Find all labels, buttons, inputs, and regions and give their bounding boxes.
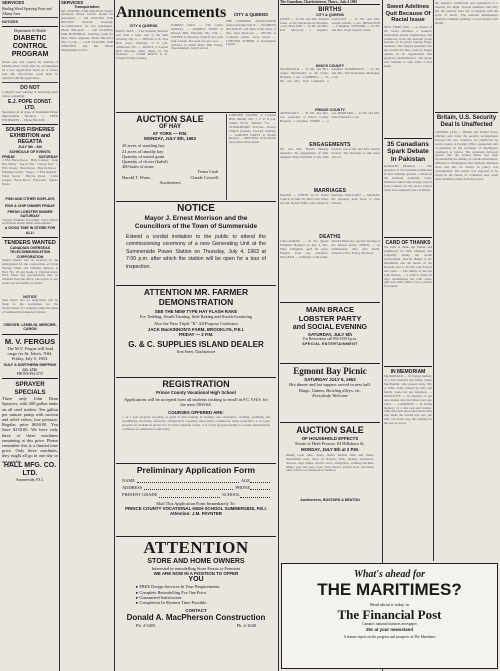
marriages-body: BAKER — WHITE: At St. Paul's Church on June 29, Miss Joan White and Mr. Robert Baker were united in marriage. HOLLAND — MacKAY: the marriage took place at Zion Church. (280, 193, 380, 205)
column-3 (116, 0, 276, 671)
lobster-party-ad (280, 305, 380, 361)
births-city-queens: CITY & QUEENS (316, 13, 344, 18)
special-entertainment: SPECIAL ENTERTAINMENT (302, 341, 358, 346)
farmer-ad (116, 287, 276, 375)
masthead: The Guardian, Charlottetown, Thurs., July 4 1963 (280, 0, 380, 5)
store-owners: STORE AND HOME OWNERS (147, 558, 245, 565)
store-list-item: ▸ Completion In Shortest Time Possible. (136, 600, 208, 606)
auction-item: 400 bales of straw (122, 164, 155, 170)
gulf-phone: PHONE 894-4737 (16, 371, 44, 376)
courses-list: 1. A 1 year program on-going of grade 9 with training in drafting, auto mechanics, welding, plumbing and steamfitting, electricity, electronic, refrigeration, carpentry, sheet metal, commercial, home economics. 2. A 2 year program for students in grades 9 to 12 with a diploma course. 3. A 3 year program leading to a senior matriculation certificate for admission to university. (122, 414, 270, 431)
store-we: WE ARE NOW IN A POSITION TO OFFER (153, 571, 239, 577)
read-about: Read about it today in (370, 602, 409, 607)
announcements-body-right: THE FARMERS ASSOCIATION annual meeting July 8. — WOMEN'S INSTITUTE will meet at the home of Mrs. Jean MacLean. — PICNIC at Cornwall, games, races, lunch. — LOBSTER SUPPER at Kensington Legion. (226, 19, 276, 47)
hall-mfg: HALL MFG. CO. LTD. (3, 462, 57, 478)
gulf-shipping: GULF & NORTHERN SHIPPING CO. LTD. (3, 363, 57, 372)
auction-hay-where: AT YORK — P.M. (152, 131, 188, 136)
fp-sub: Canada's national business newspaper (362, 622, 417, 627)
schedule-heading: SCHEDULE OF EVENTS (9, 149, 51, 154)
auction2-of: OF HOUSEHOLD EFFECTS (301, 436, 359, 442)
souris-title: SOURIS FISHERIES EXHIBITION and REGATTA (5, 127, 55, 146)
on-sale: 25c at your newsstand (365, 626, 414, 632)
mackinnon-farm: JACK MacKINNON'S FARM, BROOKLYN, P.E.I. (147, 326, 245, 332)
mayor-notice-title: NOTICE (177, 203, 215, 214)
auction-terms: Terms Cash (197, 169, 218, 175)
births-heading: BIRTHS (318, 7, 342, 14)
pakistan-title: 35 Canadians Spark Debate In Pakistan (387, 140, 429, 163)
pope-construction: E.J. POPE CONST. LTD. (8, 98, 52, 111)
farmer-for: For Tedding, Swath Turning, Side Raking and Swath-Scattering (139, 314, 253, 320)
column-7 (384, 0, 432, 560)
auction-hay-title: AUCTION SALE (136, 114, 204, 124)
lobster-sub: For Reservation call 892-1659 6 p.m. (303, 337, 357, 342)
registration-body: Applications will be accepted from all students wishing to enroll in P.C.V.H.S. for the term 1963-64. (124, 397, 268, 408)
deaths-body: CALLAGHAN — In the Queen Elizabeth Hospital on July 3, Mrs. Mary Callaghan, aged 82 years. Funeral from the residence. MacLEAN — Suddenly at his home, Donald MacLean, aged 64. Resting at the funeral home. SMITH — At Summerside, Mrs. Ada Smith. Funeral service Friday afternoon. (280, 239, 380, 259)
fergus-body: The M.V. Fergus will load cargo for St. John's, Nfld. Friday, July 5, 1963. (6, 345, 54, 362)
egmont-title: Egmont Bay Picnic (293, 366, 367, 377)
everybody-welcome: Everybody Welcome (312, 392, 348, 398)
do-not-heading: DO NOT (20, 84, 40, 91)
britain-title: Britain, U.S. Security Deal Is Unaffected (436, 115, 497, 128)
col1-services-header: SERVICES (2, 0, 25, 5)
farmer-title: ATTENTION MR. FARMER (143, 287, 249, 297)
births-prince: PRINCE COUNTY (315, 107, 345, 112)
births-body-1: JONES — To Mr. and Mrs. Donald Jones, at the Charlottetown Hospital, a son. MacLEOD — To Mr. and Mrs. Earl MacLeod, a daughter. GALLANT — To Mr. and Mrs. Joseph Gallant, a son. BRYANTON — a daughter. STEWART — To Mr. and Mrs. Lloyd Stewart, twins. (280, 16, 380, 33)
auction2-date: MONDAY, JULY 8th at 2 P.M. (300, 446, 360, 452)
ferris-wheel: "Wayne Williams Travelling" Ferris Wheel and Kiddie Rides! Other Amusements! (2, 217, 58, 226)
phone-label: PHONE (235, 485, 250, 491)
transportation-label: Transportation (74, 5, 100, 10)
fish-fry: FISH & CHIP DINNER FRIDAY (4, 203, 56, 208)
notice-body: Take notice that an application will be made to the Legislature for the incorporation of a company under the name of Summerside Industries Limited. (2, 298, 58, 314)
in-memoriam-body: MacDONALD — In loving memory of a dear husband and father, James MacDonald, who passed away July 4, 1960. Sadly missed by wife and family. Gone but not forgotten. — DOUCETTE — In memory of our dear mother who died three years ago today. — CAMERON — In loving memory of a dear son and brother. Time may heal the broken heart, time may make the wound less sore, but time can never stop the longing for the one we loved. (384, 374, 432, 426)
good-time: A GOOD TIME IN STORE FOR ALL! (4, 226, 56, 235)
egmont-games: Bingo, Games, Bowling alleys, etc. (298, 387, 362, 393)
auctioneer-2: Claude Crowell (190, 174, 218, 180)
tenders-body: Sealed tenders will be received by the undersigned for the construction of Cable Storage Tanks and building annexes at Hwy No. 18 and Route 4, Charlottetown, P.E.I. Plans and specifications may be obtained from the office. The lowest or any tender not necessarily accepted. (2, 257, 58, 286)
births-body-3: ARSENAULT — To Mr. and Mrs. Leo Arsenault, at Prince County Hospital, a daughter. PERRY — a son. BERNARD — To Mr. and Mrs. Albert Bernard, a son. (280, 111, 380, 123)
friday-time: FRIDAY — 2 P.M. (178, 331, 214, 337)
diabetic-body: Please note that request for renewal of Identification Cards must be accompanied by a new Application Form on or before July 6th. Out-of-date cards must be returned with the application. (2, 60, 58, 81)
registration-ad (116, 379, 276, 463)
column-8 (435, 0, 498, 560)
donald-phone-2: Ph. 2-1048 (236, 623, 256, 629)
gs-supplies: G. & C. SUPPLIES ISLAND DEALER (128, 340, 264, 350)
in-memoriam: IN MEMORIAM (390, 369, 426, 376)
auction2-list: Dining room suite, chairs, buffet, kitchen table and chairs, chesterfield suite, chest of drawers, beds, springs, mattresses, dressers, rugs, lamps, electric stove, refrigerator, washing machine, dishes, pots and pans, tools, lawn mower, garden tools, and many other articles too numerous to mention. (286, 452, 374, 473)
marriages-heading: MARRIAGES (313, 188, 347, 195)
feature-report: A feature report on the progress and prospects in The Maritimes (343, 634, 436, 639)
col8-story-top: the chapter's withdrawal was announced at a meeting last night. Several members said they felt the barriers were out of keeping with the spirit of music. The national headquarters declined comment pending a board review next month. (435, 1, 498, 25)
card-of-thanks-body: We wish to thank our friends and neighbours for their kindness and sympathy during our recent bereavement. Special thanks to Dr. MacMillan and the nurses of the hospital, and to all who sent flowers and cards. — The family of the late John Beaton. — I wish to thank all who remembered me with cards, gifts and visits while I was a patient in hospital. (384, 245, 432, 289)
attention-principal: Attention: J.M. PAYNTER (170, 511, 222, 517)
pope-sub: Specialists in all types of Permanent Home Improvement Products — FREE ESTIMATES — Phone 892-3452 (2, 109, 58, 122)
store-body: Interested in remodelling Store Fronts or Premises (151, 566, 241, 571)
crevier: CREVIER, LEMELIN, MERCIER, CARON (3, 323, 57, 332)
egmont-picnic-ad (280, 366, 380, 420)
gs-sub: Kent Street, Charlottetown (176, 350, 216, 355)
courses-offered: COURSES OFFERED ARE: (168, 409, 224, 415)
lobster-party-title: MAIN BRACE LOBSTER PARTY (298, 305, 362, 324)
column-2 (61, 0, 113, 670)
auctioneers: Auctioneers, BUSTARD & BEATON (300, 497, 360, 502)
farmer-demo: DEMONSTRATION (158, 297, 234, 307)
fergus-title: M. V. FERGUS (4, 336, 56, 346)
mayor-body: Extend a cordial invitation to the public to attend the commissioning ceremony of a new Generating Unit at the Summerside Power Station on Thursday, July 4, 1963 at 7:00 p.m. after which the station will be open for a tour of inspection. (126, 234, 266, 270)
store-list-item: ▸ FREE Design Services In Your Requirements. (136, 584, 221, 590)
diabetic-title: DIABETIC CONTROL PROGRAM (11, 35, 49, 59)
hall-sub: Summerside, P.E.I. (16, 478, 44, 483)
sweet-adelines-title: Sweet Adelines Quit Because Of Racial Issue (385, 4, 431, 24)
announcements-title: Announcements (116, 4, 227, 21)
auction-item: 21 acres of timothy hay (122, 148, 164, 154)
city-queens-col4: CITY & QUEENS (233, 12, 269, 17)
engagements-heading: ENGAGEMENTS (309, 142, 351, 149)
auction-hay-ad (116, 114, 224, 200)
you-label: YOU (188, 576, 204, 584)
auction2-title: AUCTION SALE (296, 425, 364, 436)
complete-text: Complete your painting or insulating plans before consulting (2, 89, 58, 98)
financial-post-ad (281, 563, 498, 669)
attention-big: ATTENTION (143, 538, 249, 557)
registration-sub: Prince County Vocational High School (156, 390, 236, 395)
fish-displays: FISH AND OTHER DISPLAYS (5, 197, 55, 202)
contact-label: CONTACT (185, 608, 207, 614)
egmont-date: SATURDAY JULY 6, 1963 (304, 377, 356, 383)
tenders-sub: CANADIAN OVERSEAS TELECOMMUNICATION CORPORATION (9, 245, 51, 259)
saturday-label: SATURDAY (38, 155, 58, 160)
souris-dates: JULY 5th - 6th (18, 145, 42, 150)
store-list-item: ▸ Guaranteed Satisfaction. (136, 594, 183, 600)
financial-post-logo: The Financial Post (337, 607, 442, 623)
farmer-triple: Also the New Triple "K" All Purpose Cultivator (153, 321, 239, 327)
col2-classifieds: GR LEAVING FOR HALIFAX Friday afternoon. Phone 4-3215. Room for passengers. — GR LEAVING FOR BOSTON Monday morning. Accommodation for two passengers. Phone 892-4410. — GR LEAVING FOR MONTREAL Saturday, room for three. Share expenses. Phone 892-2231 after 6 p.m. — CAR LEAVING FOR TORONTO July 8th. Phone Summerside 6-2214. (61, 8, 113, 52)
auctioneer-role: Auctioneers (159, 179, 181, 185)
dept-health: Department Of Health (13, 29, 47, 34)
tenders-title: TENDERS WANTED (4, 239, 56, 246)
donald-macpherson: Donald A. MacPherson Construction (126, 613, 266, 623)
births-kings: KING'S COUNTY (315, 63, 345, 68)
lobster-dinner: FRESH LOBSTER DINNER SATURDAY (7, 209, 53, 219)
sprayer-body: Three only John Bean Sprayers, with 200 gallon tanks on all steel trailers. Ten gallon per minute pump with suction and relief valves, low pressure. Regular price $650.00. You Save $150.00. We have only three of these machines remaining at this price. Please remember this is a limited time price. Only three machines, they might all go in one day so act quickly. (2, 396, 58, 464)
auction-hay-of: OF HAY (158, 124, 182, 130)
auction-item: Quantity of clover (baled) (122, 159, 168, 165)
friday-label: FRIDAY (2, 155, 16, 160)
school-label: SCHOOL (222, 492, 240, 498)
britain-body: LONDON (AP) — British and United States officials said today the security arrangements between the two countries are unaffected by recent events. A Foreign Office spokesman said co-operation in the exchange of intelligence continued as before. The statement followed reports that the United States had been reconsidering the sharing of certain information. Officials in Washington said relations remained close and that no change in policy was contemplated. The matter was expected to be raised in the House of Commons next week when members return from the recess. (435, 130, 498, 181)
card-of-thanks: CARD OF THANKS (385, 240, 431, 247)
grade-label: PRESENT GRADE (122, 492, 158, 498)
column-1 (2, 0, 58, 671)
col1-services-text: Hauling Wood Spraying Fryer and Albany Area (2, 7, 52, 16)
age-label: AGE (240, 478, 250, 483)
col2-services-header: SERVICES (61, 0, 84, 5)
store-list-item: ▸ Complete Remodelling For One Price. (136, 589, 207, 595)
sweet-adelines-body: NEW YORK (AP) — A chapter of the Sweet Adelines, a women's barbershop quartet organization, has withdrawn from the national group because of its policy barring Negro members. The chapter president said the women felt they could no longer remain in an organization that practised discrimination. The group will continue to sing under a new name. (384, 24, 432, 68)
pcvhs-address: PRINCE COUNTY VOCATIONAL HIGH SCHOOL SUMMERSIDE, P.E.I. (125, 505, 267, 511)
announcements-body-left: BAKE SALE — The Women's Institute will hold a bake sale at the Hall Saturday July 6. — BINGO at St. Pius Hall every Thursday at 8 p.m. Admission 25c. — DANCE at Legion Hall Saturday night, music by the Islanders. — CARD PARTY at St. Joseph's Friday evening. (116, 29, 168, 61)
farmer-sub: SEE THE NEW TYPE HAY FLASH RAKE (154, 309, 238, 314)
registration-title: REGISTRATION (162, 379, 230, 389)
auction-hay-date: MONDAY, JULY 8th, 1963 (144, 136, 196, 142)
auction-hay-items (116, 143, 224, 169)
store-list (116, 584, 276, 605)
births-body-2: MacDONALD — To Mr. and Mrs. Angus MacDonald, at the Souris Hospital, a son. CAMPBELL — To Mr. and Mrs. Neil Campbell, a daughter. ROBERTSON — To Mr. and Mrs. Wm Robertson, Montague, a son. (280, 66, 380, 83)
lobster-date: SATURDAY, JULY 6th (307, 332, 353, 338)
pakistan-body: KARACHI (Reuters) — The presence of 35 Canadian technicians in East Pakistan sparked a debate in the National Assembly today. Members asked why foreign experts were required for the power project when local engineers were available. (384, 164, 432, 192)
notice-mayor-ad (116, 203, 276, 283)
whats-ahead: What's ahead for (353, 569, 426, 580)
mail-to: Mail This Application Form Immediately To: (156, 500, 236, 506)
auction-item: Quantity of mixed grain (122, 153, 165, 159)
prelim-title: Preliminary Application Form (136, 465, 256, 475)
egmont-body: Hot dinner and hot suppers served in new hall. (289, 382, 371, 388)
auction-item: 20 acres of standing hay (122, 143, 165, 149)
name-label: NAME (122, 478, 135, 483)
notice-heading: NOTICE (23, 294, 37, 299)
mayor-name: Mayor J. Ernest Morrison and the Councillors of the Town of Summerside (134, 215, 258, 230)
schedule-body: 2 P.M. Horse Races · Baby Contest · Soap Box Derby · Tug of War · Greasy Pole · 7 P.M. Parade · Boat Races · Bicycle Races · Fiddling Contest · Dance · 2 P.M. Regatta · Water Sports · Bicycle Races · Little League · Horse Races · Fireworks · Square Dance (2, 158, 58, 186)
auctioneer-1: Harold T. Wurts (122, 174, 151, 180)
auction2-estate: Estate of Herb Prowse, 84 Hillsboro St. (295, 441, 365, 447)
notices-header: NOTICES (2, 19, 18, 24)
social-evening: and SOCIAL EVENING (292, 324, 368, 332)
deaths-heading: DEATHS (319, 234, 341, 241)
engagements-body: Mr. and Mrs. Harold Murphy announce the engagement of their daughter Mary Elizabeth to Mr. John Francis, son of Mr. and Mrs. Patrick Francis. The marriage to take place July 27. (280, 147, 380, 159)
address-label: ADDRESS (122, 485, 143, 491)
sprayer-title: SPRAYER SPECIALS (14, 381, 46, 396)
announcements-lower-right: LOBSTER SUPPER at Crapaud Hall, Sunday July 7, 5 to 8 p.m. Adults $1.50, children 75c. — STRAWBERRY SOCIAL, Wesley Church grounds, Tuesday evening. — GARDEN PARTY at Mount Herbert. — MEETING of the Home and School Association. (226, 114, 276, 200)
attention-store-ad (116, 538, 276, 670)
announcements-city-queens: CITY & QUEENS (129, 24, 158, 28)
donald-phone-1: Ph. 4-5405 (136, 623, 156, 629)
announcements-body-mid: JUMBLE SALE — The Ladies Auxiliary. — VARIETY SHOW at Kinross Hall, Thursday July 11th. — SUPPER at Brackley Church, hot roast beef, lobster. Proceeds for new roof. — SOCIAL at North River Hall Friday, Entertainment, Lunch served. (171, 23, 223, 51)
the-maritimes: THE MARITIMES? (317, 580, 462, 599)
auction-household-ad (280, 425, 380, 521)
application-form (116, 465, 276, 535)
